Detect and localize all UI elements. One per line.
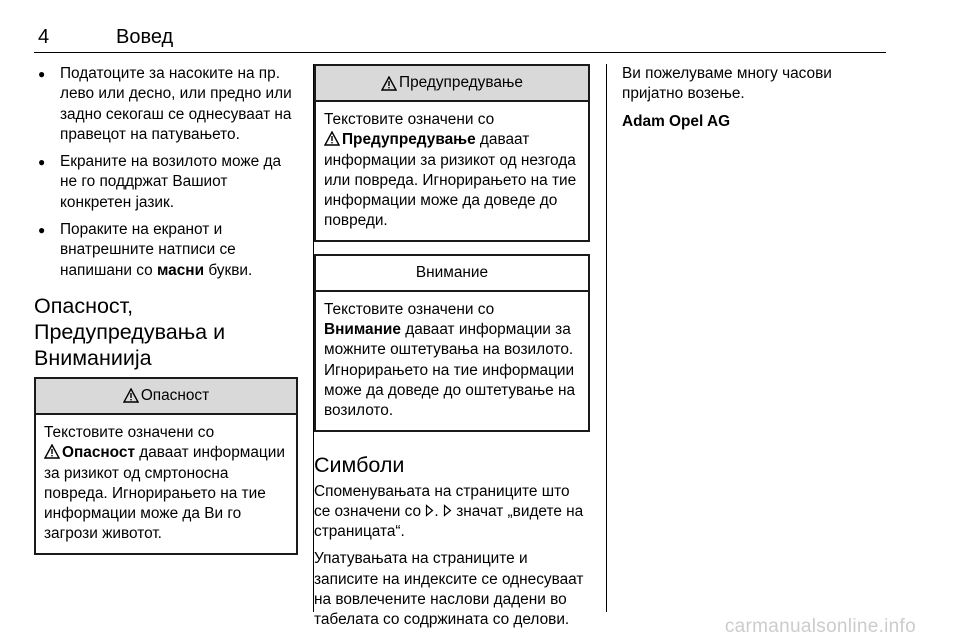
warning-box [314, 64, 590, 242]
danger-box [34, 377, 298, 555]
page-number: 4 [38, 26, 50, 48]
section-name: Вовед [116, 26, 174, 48]
greeting-text: Ви пожелуваме многу часови пријатно возење. [622, 65, 832, 103]
warning-triangle-icon [324, 131, 340, 146]
bullet-icon: ● [38, 67, 46, 81]
column-right [622, 64, 892, 139]
list-item: ● Пораките на екранот и внатрешните натписи се напишани со масни букви. [38, 221, 253, 279]
column-divider [606, 64, 607, 612]
watermark: carmanualsonline.info [724, 616, 916, 637]
list-item: ● Податоците за насоките на пр. лево или десно, или предно или задно секогаш се однесуваат на правецот на патувањето. [38, 65, 292, 143]
symbols-paragraph-2: Упатувањата на страниците и записите на индексите се однесуваат на вовлечените наслови дадени во табелата со содржината со делови. [314, 550, 584, 629]
caution-box-body: Текстовите означени со Внимание даваат информации за можните оштетувања на возилото. Игнорирањето на тие информации може да доведе до оштетување на возилото. [324, 300, 576, 420]
column-left [34, 64, 298, 567]
bullet-list [34, 64, 298, 281]
warning-triangle-icon [381, 76, 397, 91]
page-header [34, 26, 886, 53]
page-arrow-icon [425, 504, 434, 517]
signature: Adam Opel AG [622, 112, 731, 130]
column-middle [314, 64, 590, 638]
warning-triangle-icon [123, 388, 139, 403]
bullet-icon: ● [38, 223, 46, 238]
warning-box-body: Текстовите означени со Предупредување даваат информации за ризикот од незгода или повреда. Игнорирањето на тие информации може да доведе до повреди. [324, 111, 577, 230]
bullet-icon: ● [38, 155, 46, 170]
list-item: ● Екраните на возилото може да не го поддржат Вашиот конкретен јазик. [38, 153, 282, 211]
page-arrow-icon [443, 504, 452, 517]
section-title: Опасност, Предупредувања и Вниманиија [34, 293, 226, 370]
danger-box-header: Опасност [36, 379, 296, 415]
warning-box-header: Предупредување [316, 66, 588, 102]
danger-box-body: Текстовите означени со Опасност даваат информации за ризикот од смртоносна повреда. Игнорирањето на тие информации може да Ви го загрози животот. [44, 423, 285, 543]
warning-triangle-icon [44, 444, 60, 459]
symbols-title: Симболи [314, 452, 405, 477]
caution-box [314, 254, 590, 432]
symbols-paragraph: Споменувањата на страниците што се означени со . значат „видете на страницата“. [314, 482, 584, 541]
caution-box-header: Внимание [316, 256, 588, 292]
